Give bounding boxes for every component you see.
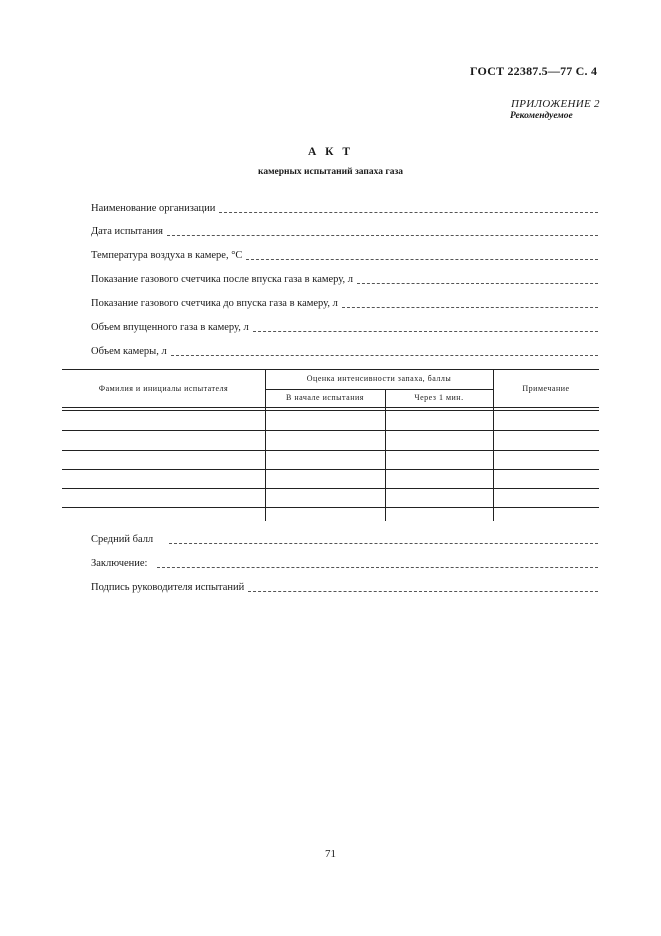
field-label: Показание газового счетчика после впуска газа в камеру, л — [91, 274, 353, 285]
table-top-border — [62, 369, 599, 370]
field-label: Подпись руководителя испытаний — [91, 582, 245, 593]
field-meter-before — [91, 294, 598, 310]
row-line — [62, 469, 599, 470]
field-label: Объем впущенного газа в камеру, л — [91, 322, 249, 333]
fill-line[interactable] — [342, 306, 598, 308]
field-label: Наименование организации — [91, 203, 216, 214]
field-label: Средний балл — [91, 534, 154, 545]
appendix-status: Рекомендуемое — [510, 111, 573, 121]
field-label: Показание газового счетчика до впуска газа в камеру, л — [91, 298, 338, 309]
field-supervisor-signature — [91, 578, 598, 594]
fill-line[interactable] — [169, 542, 598, 544]
field-chamber-volume — [91, 342, 598, 358]
header-bottom-double — [62, 410, 599, 411]
fill-line[interactable] — [248, 590, 598, 592]
fill-line[interactable] — [219, 211, 598, 213]
header-bottom-border — [62, 407, 599, 408]
header-odor-intensity: Оценка интенсивности запаха, баллы — [306, 374, 452, 383]
column-line — [265, 369, 266, 521]
field-gas-volume — [91, 318, 598, 334]
document-subtitle: камерных испытаний запаха газа — [257, 167, 404, 177]
fill-line[interactable] — [357, 282, 598, 284]
field-label: Объем камеры, л — [91, 346, 167, 357]
field-air-temperature — [91, 246, 598, 262]
fill-line[interactable] — [171, 354, 598, 356]
standard-code: ГОСТ 22387.5—77 С. 4 — [470, 64, 598, 78]
header-split-line — [265, 389, 493, 390]
field-label: Температура воздуха в камере, °С — [91, 250, 243, 261]
field-test-date — [91, 222, 598, 238]
appendix-title: ПРИЛОЖЕНИЕ 2 — [511, 98, 600, 110]
fill-line[interactable] — [253, 330, 598, 332]
fill-line[interactable] — [167, 234, 598, 236]
column-line — [385, 389, 386, 521]
row-line — [62, 430, 599, 431]
field-label: Заключение: — [91, 558, 148, 569]
field-label: Дата испытания — [91, 226, 163, 237]
header-note: Примечание — [522, 384, 570, 393]
fill-line[interactable] — [157, 566, 598, 568]
fill-line[interactable] — [246, 258, 598, 260]
page-number: 71 — [325, 848, 336, 860]
row-line — [62, 450, 599, 451]
row-line — [62, 507, 599, 508]
field-average-score — [91, 530, 598, 546]
header-after-one-minute: Через 1 мин. — [414, 393, 464, 402]
field-conclusion — [91, 554, 598, 570]
field-organization — [91, 199, 598, 215]
header-tester-name: Фамилия и инициалы испытателя — [98, 384, 229, 393]
test-results-table — [62, 369, 599, 521]
header-at-start: В начале испытания — [286, 393, 364, 402]
document-title: А К Т — [307, 146, 354, 158]
row-line — [62, 488, 599, 489]
field-meter-after — [91, 270, 598, 286]
